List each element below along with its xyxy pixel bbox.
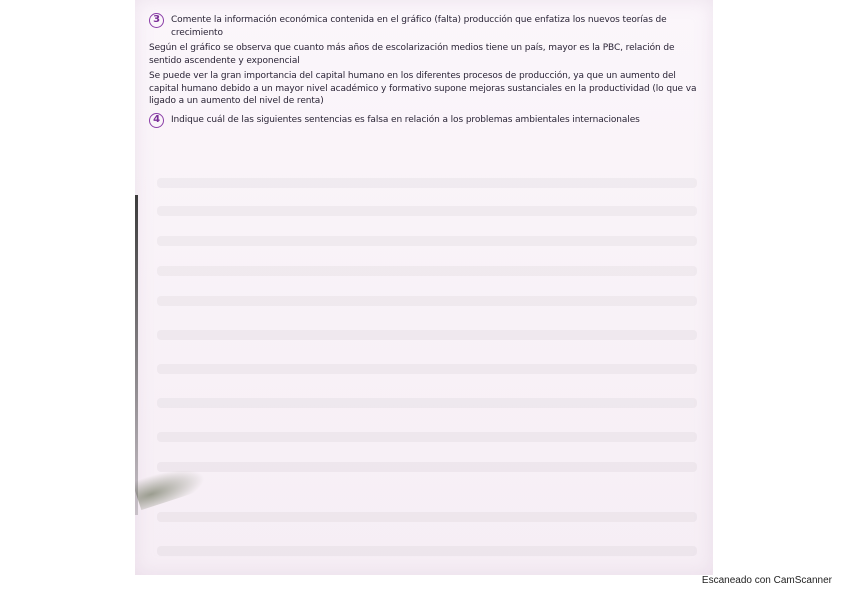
handwritten-notes xyxy=(149,14,701,130)
show-through-line xyxy=(157,266,697,276)
show-through-line xyxy=(157,398,697,408)
show-through-line xyxy=(157,296,697,306)
question-3-text: Comente la información económica contenida en el gráfico (falta) producción que enfatiza los nuevos teorías de crecimiento xyxy=(171,15,667,38)
answer-3-paragraph-2: Se puede ver la gran importancia del capital humano en los diferentes procesos de producción, ya que un aumento del capital humano debido a un mayor nivel académico y formativo supone mejoras sustanciales en la productividad (lo que va ligado a un aumento del nivel de renta) xyxy=(149,71,697,106)
show-through-line xyxy=(157,364,697,374)
question-4-number-badge: 4 xyxy=(149,113,164,128)
answer-3-paragraph-1: Según el gráfico se observa que cuanto más años de escolarización medios tiene un país, mayor es la PBC, relación de sentido ascendente y exponencial xyxy=(149,43,675,66)
show-through-line xyxy=(157,462,697,472)
show-through-line xyxy=(157,512,697,522)
ink-smudge xyxy=(135,460,208,510)
show-through-line xyxy=(157,432,697,442)
show-through-line xyxy=(157,178,697,188)
question-3-number-badge: 3 xyxy=(149,13,164,28)
question-4 xyxy=(149,114,701,128)
show-through-line xyxy=(157,330,697,340)
show-through-line xyxy=(157,546,697,556)
camscanner-watermark: Escaneado con CamScanner xyxy=(701,575,832,586)
paper-sheet xyxy=(135,0,713,575)
show-through-line xyxy=(157,206,697,216)
question-3 xyxy=(149,14,701,39)
show-through-line xyxy=(157,236,697,246)
paper-fold-edge xyxy=(135,195,138,515)
question-4-text: Indique cuál de las siguientes sentencias es falsa en relación a los problemas ambientales internacionales xyxy=(171,114,640,125)
